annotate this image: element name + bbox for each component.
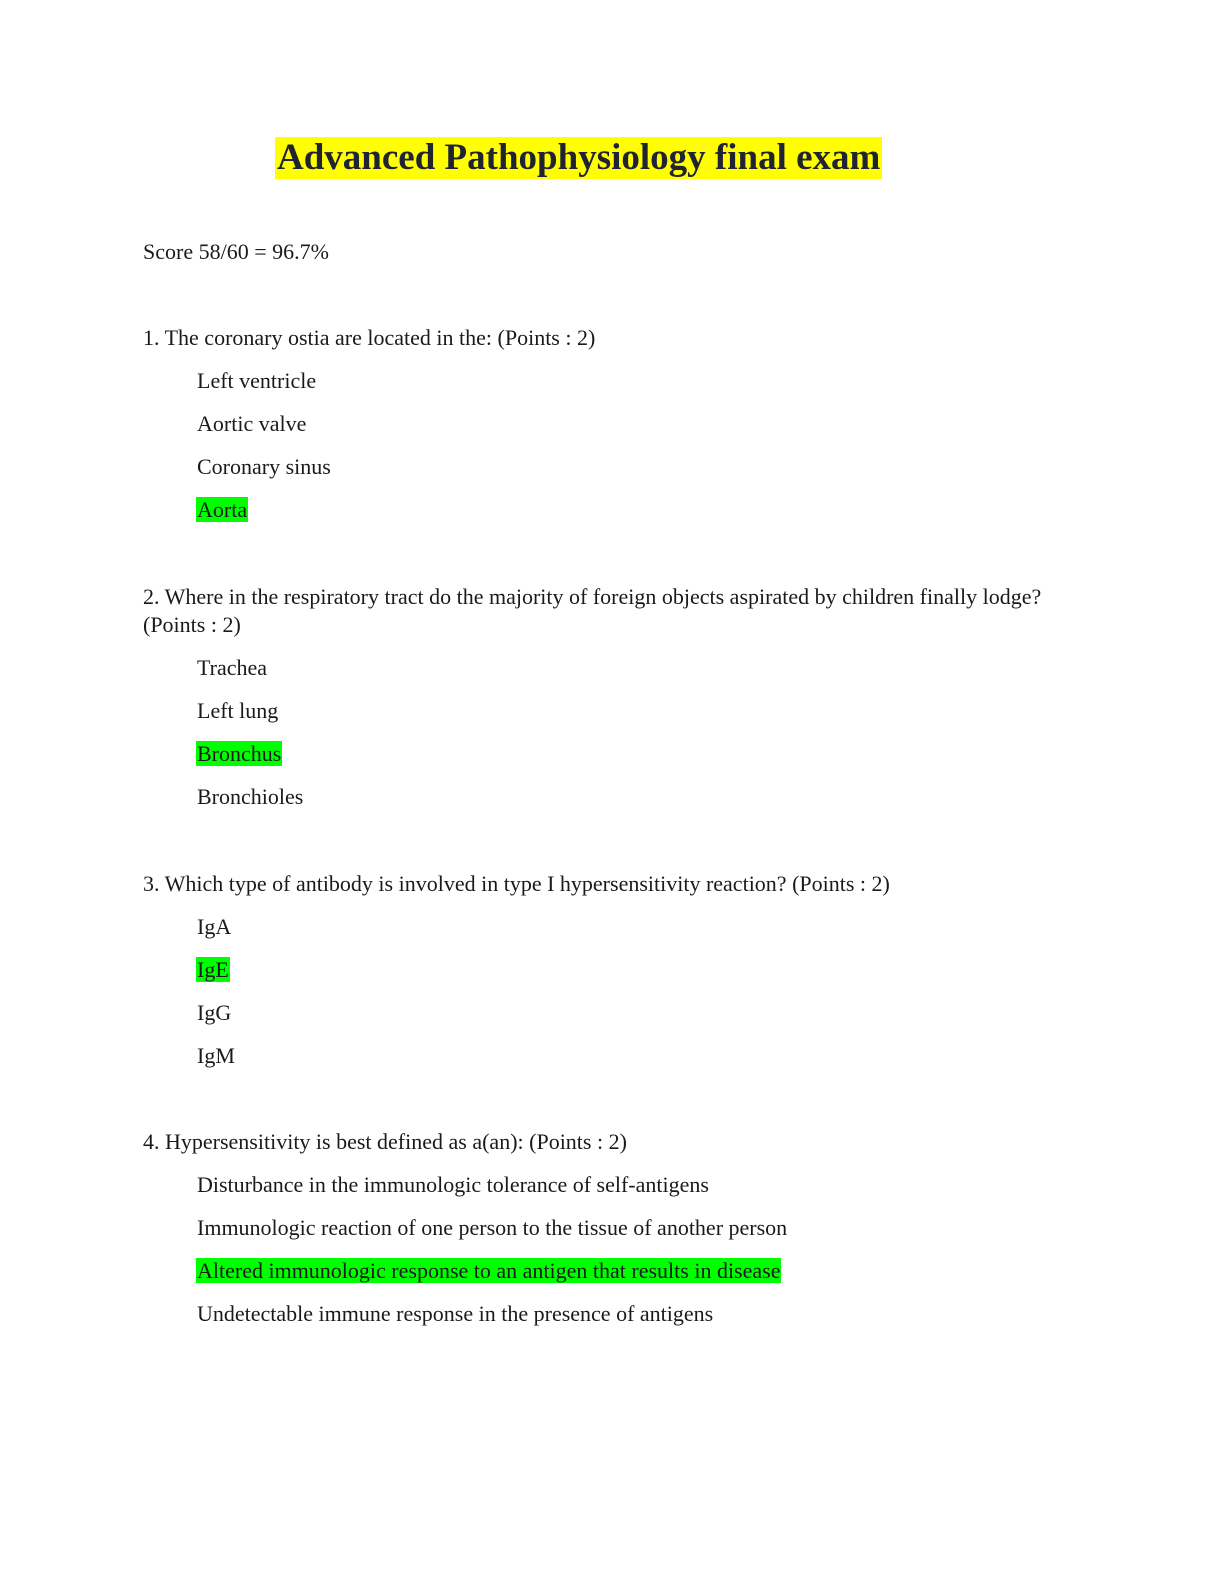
question-text: 1. The coronary ostia are located in the: (Points : 2)	[143, 325, 596, 350]
answer-option: Coronary sinus	[197, 454, 331, 479]
score-text: Score 58/60 = 96.7%	[143, 239, 329, 264]
question-text: 4. Hypersensitivity is best defined as a(an): (Points : 2)	[143, 1129, 627, 1154]
answer-options	[196, 367, 1073, 524]
answer-option: IgG	[197, 1000, 232, 1025]
answer-option: Left ventricle	[197, 368, 317, 393]
correct-answer-option: Aorta	[197, 497, 248, 522]
title-container	[275, 137, 882, 179]
correct-answer-option: IgE	[197, 957, 229, 982]
answer-option: IgA	[197, 914, 232, 939]
page-title: Advanced Pathophysiology final exam	[277, 137, 881, 178]
question-text: 3. Which type of antibody is involved in type I hypersensitivity reaction? (Points : 2)	[143, 871, 890, 896]
answer-option: IgM	[197, 1043, 235, 1068]
answer-options	[196, 654, 1073, 811]
answer-option: Bronchioles	[197, 784, 304, 809]
answer-option: Left lung	[197, 698, 279, 723]
answer-option: Aortic valve	[197, 411, 307, 436]
question-1	[143, 324, 1073, 524]
answer-option: Trachea	[197, 655, 268, 680]
answer-option: Immunologic reaction of one person to the tissue of another person	[197, 1215, 788, 1240]
question-3	[143, 870, 1073, 1070]
correct-answer-option: Altered immunologic response to an antigen that results in disease	[197, 1258, 781, 1283]
answer-option: Undetectable immune response in the presence of antigens	[197, 1301, 714, 1326]
question-4	[143, 1128, 1073, 1328]
question-2	[143, 583, 1073, 811]
question-text: 2. Where in the respiratory tract do the majority of foreign objects aspirated by children finally lodge? (Points : 2)	[143, 584, 1042, 637]
correct-answer-option: Bronchus	[197, 741, 282, 766]
answer-options	[196, 913, 1073, 1070]
answer-options	[196, 1171, 1073, 1328]
answer-option: Disturbance in the immunologic tolerance of self-antigens	[197, 1172, 709, 1197]
